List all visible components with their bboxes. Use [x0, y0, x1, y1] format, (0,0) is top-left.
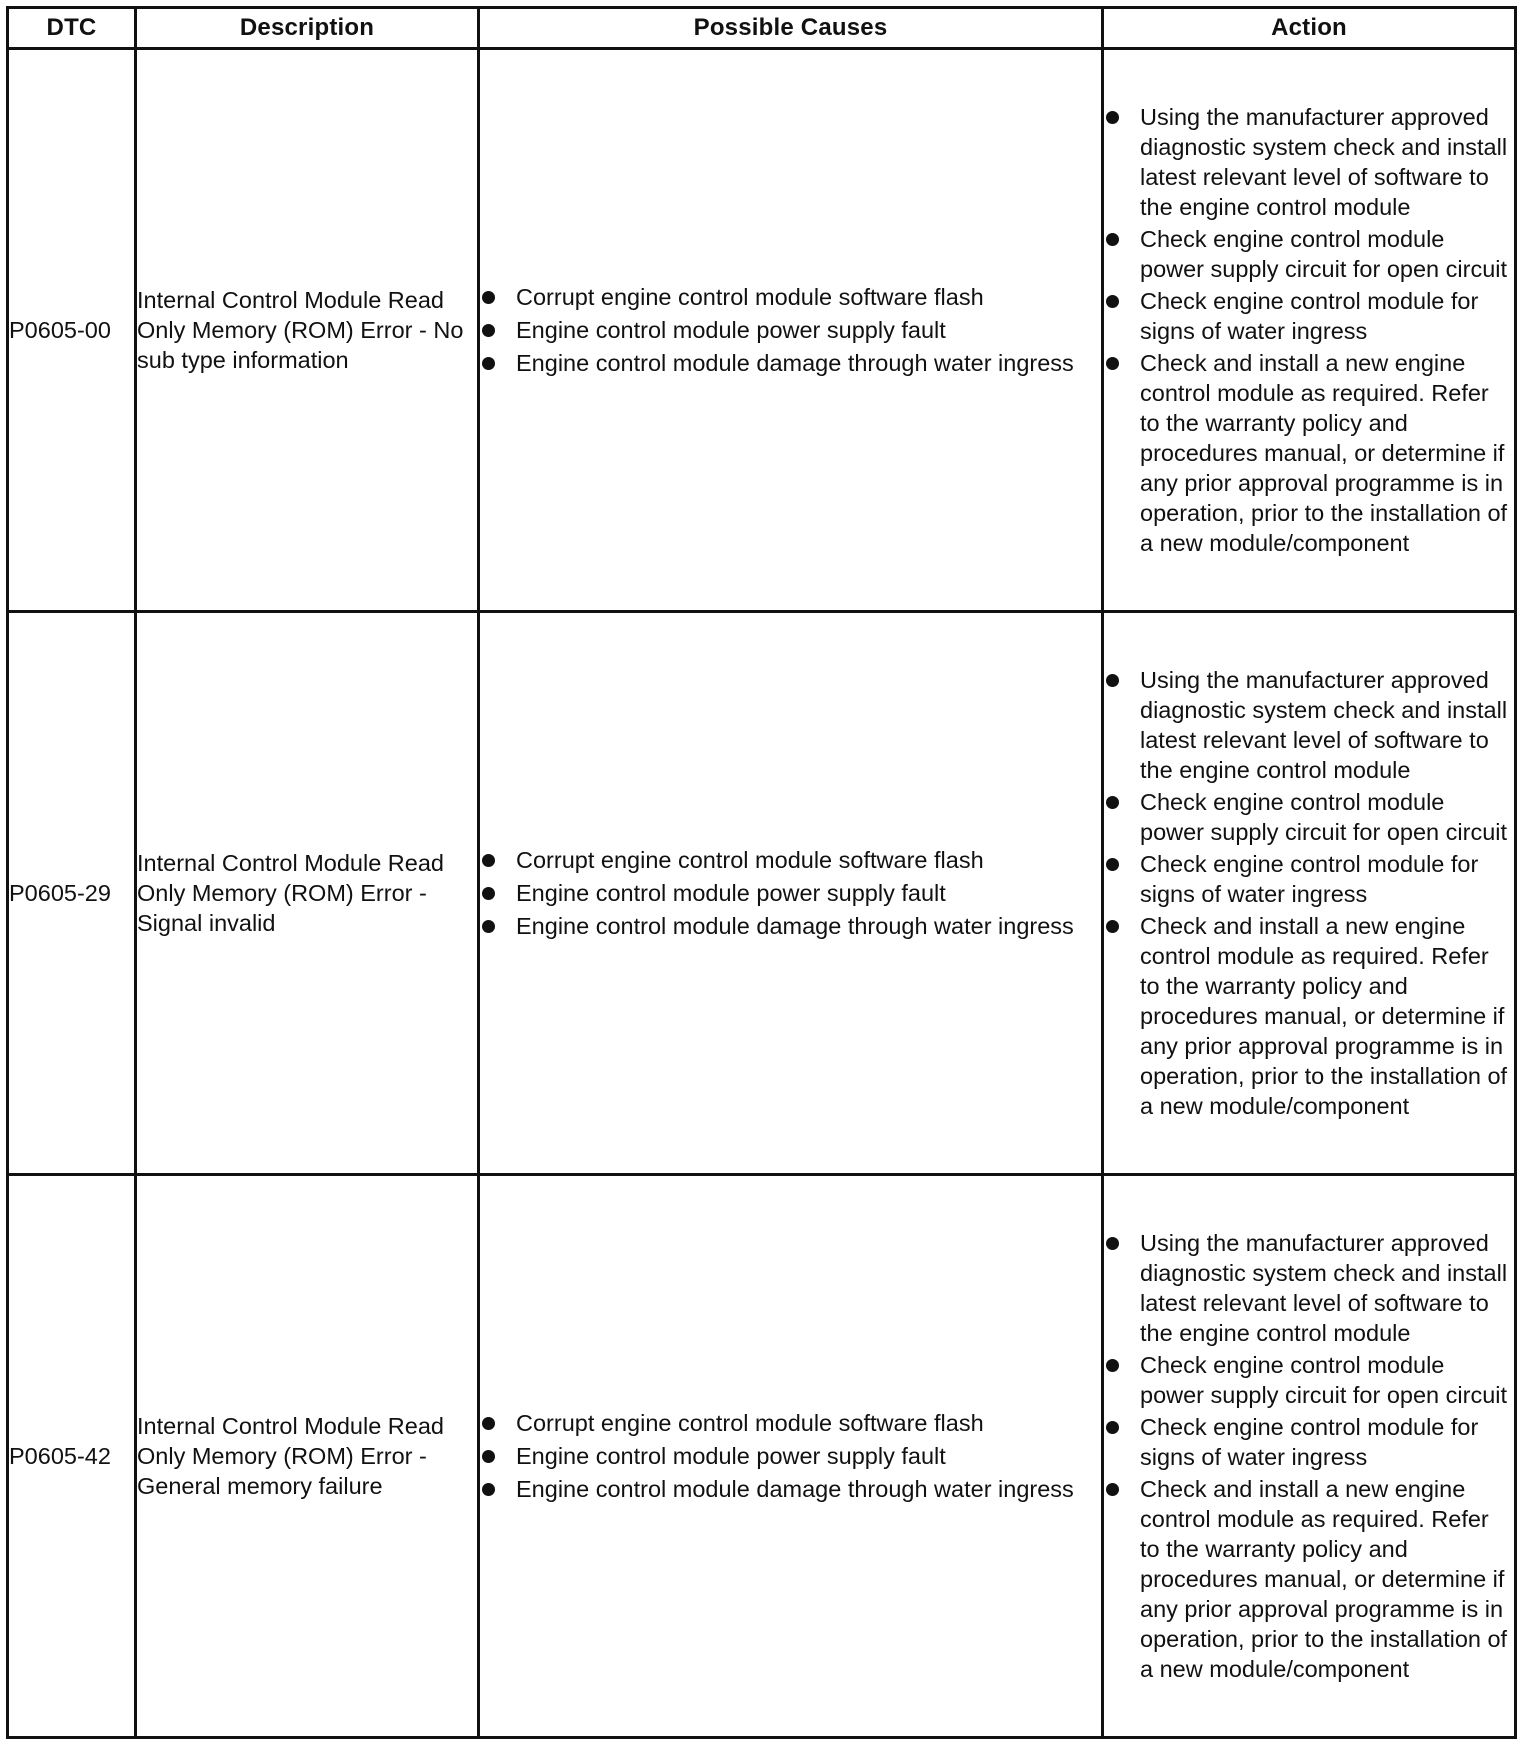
header-description: Description: [136, 8, 479, 49]
dtc-description: Internal Control Module Read Only Memory (ROM) Error - General memory failure: [136, 1175, 479, 1738]
dtc-code: P0605-29: [8, 612, 136, 1175]
bullet-icon: [1106, 1483, 1119, 1496]
action-text: Using the manufacturer approved diagnostic system check and install latest relevant level of software to the engine control module: [1140, 1230, 1508, 1346]
action-cell: [1103, 49, 1516, 612]
dtc-description: Internal Control Module Read Only Memory (ROM) Error - No sub type information: [136, 49, 479, 612]
action-item: [1104, 348, 1514, 558]
bullet-icon: [482, 1417, 495, 1430]
action-item: [1104, 1228, 1514, 1348]
cause-text: Engine control module power supply fault: [516, 317, 946, 343]
cause-item: [480, 282, 1101, 312]
cause-text: Engine control module damage through water ingress: [516, 1476, 1074, 1502]
bullet-icon: [1106, 858, 1119, 871]
bullet-icon: [482, 1450, 495, 1463]
action-text: Using the manufacturer approved diagnostic system check and install latest relevant level of software to the engine control module: [1140, 667, 1508, 783]
dtc-code: P0605-00: [8, 49, 136, 612]
cause-item: [480, 1441, 1101, 1471]
action-text: Check engine control module for signs of water ingress: [1140, 1414, 1479, 1470]
cause-item: [480, 878, 1101, 908]
action-cell: [1103, 1175, 1516, 1738]
actions-list: [1104, 1228, 1514, 1684]
cause-text: Corrupt engine control module software flash: [516, 1410, 984, 1436]
bullet-icon: [1106, 1421, 1119, 1434]
dtc-code: P0605-42: [8, 1175, 136, 1738]
actions-list: [1104, 102, 1514, 558]
bullet-icon: [482, 357, 495, 370]
bullet-icon: [1106, 920, 1119, 933]
cause-text: Engine control module power supply fault: [516, 1443, 946, 1469]
action-text: Check and install a new engine control module as required. Refer to the warranty policy and procedures manual, or determine if any prior approval programme is in operation, prior to the installation of a new module/component: [1140, 1476, 1508, 1682]
cause-text: Engine control module power supply fault: [516, 880, 946, 906]
header-row: [8, 8, 1516, 49]
cause-item: [480, 1474, 1101, 1504]
action-item: [1104, 286, 1514, 346]
possible-causes-cell: [479, 612, 1103, 1175]
bullet-icon: [482, 920, 495, 933]
action-text: Check engine control module power supply circuit for open circuit: [1140, 1352, 1508, 1408]
table-row: [8, 1175, 1516, 1738]
action-item: [1104, 787, 1514, 847]
bullet-icon: [482, 1483, 495, 1496]
cause-item: [480, 1408, 1101, 1438]
possible-causes-cell: [479, 49, 1103, 612]
action-item: [1104, 102, 1514, 222]
table-row: [8, 612, 1516, 1175]
cause-text: Engine control module damage through water ingress: [516, 913, 1074, 939]
action-text: Check engine control module for signs of water ingress: [1140, 851, 1479, 907]
causes-list: [480, 845, 1101, 941]
bullet-icon: [482, 291, 495, 304]
cause-item: [480, 845, 1101, 875]
action-item: [1104, 1412, 1514, 1472]
dtc-description: Internal Control Module Read Only Memory (ROM) Error - Signal invalid: [136, 612, 479, 1175]
header-dtc: DTC: [8, 8, 136, 49]
actions-list: [1104, 665, 1514, 1121]
cause-text: Engine control module damage through water ingress: [516, 350, 1074, 376]
action-item: [1104, 849, 1514, 909]
action-text: Check and install a new engine control module as required. Refer to the warranty policy and procedures manual, or determine if any prior approval programme is in operation, prior to the installation of a new module/component: [1140, 350, 1508, 556]
dtc-table: [6, 6, 1517, 1739]
action-cell: [1103, 612, 1516, 1175]
bullet-icon: [1106, 233, 1119, 246]
cause-item: [480, 911, 1101, 941]
causes-list: [480, 1408, 1101, 1504]
cause-item: [480, 348, 1101, 378]
action-text: Check engine control module for signs of water ingress: [1140, 288, 1479, 344]
action-item: [1104, 911, 1514, 1121]
table-row: [8, 49, 1516, 612]
action-text: Check and install a new engine control module as required. Refer to the warranty policy and procedures manual, or determine if any prior approval programme is in operation, prior to the installation of a new module/component: [1140, 913, 1508, 1119]
bullet-icon: [482, 324, 495, 337]
cause-text: Corrupt engine control module software flash: [516, 284, 984, 310]
action-item: [1104, 1350, 1514, 1410]
cause-item: [480, 315, 1101, 345]
possible-causes-cell: [479, 1175, 1103, 1738]
bullet-icon: [1106, 1359, 1119, 1372]
action-item: [1104, 1474, 1514, 1684]
bullet-icon: [482, 887, 495, 900]
bullet-icon: [1106, 295, 1119, 308]
bullet-icon: [482, 854, 495, 867]
bullet-icon: [1106, 796, 1119, 809]
action-text: Check engine control module power supply circuit for open circuit: [1140, 226, 1508, 282]
cause-text: Corrupt engine control module software flash: [516, 847, 984, 873]
bullet-icon: [1106, 357, 1119, 370]
header-action: Action: [1103, 8, 1516, 49]
bullet-icon: [1106, 111, 1119, 124]
action-item: [1104, 224, 1514, 284]
bullet-icon: [1106, 1237, 1119, 1250]
action-text: Using the manufacturer approved diagnostic system check and install latest relevant level of software to the engine control module: [1140, 104, 1508, 220]
bullet-icon: [1106, 674, 1119, 687]
action-item: [1104, 665, 1514, 785]
header-possible-causes: Possible Causes: [479, 8, 1103, 49]
causes-list: [480, 282, 1101, 378]
action-text: Check engine control module power supply circuit for open circuit: [1140, 789, 1508, 845]
